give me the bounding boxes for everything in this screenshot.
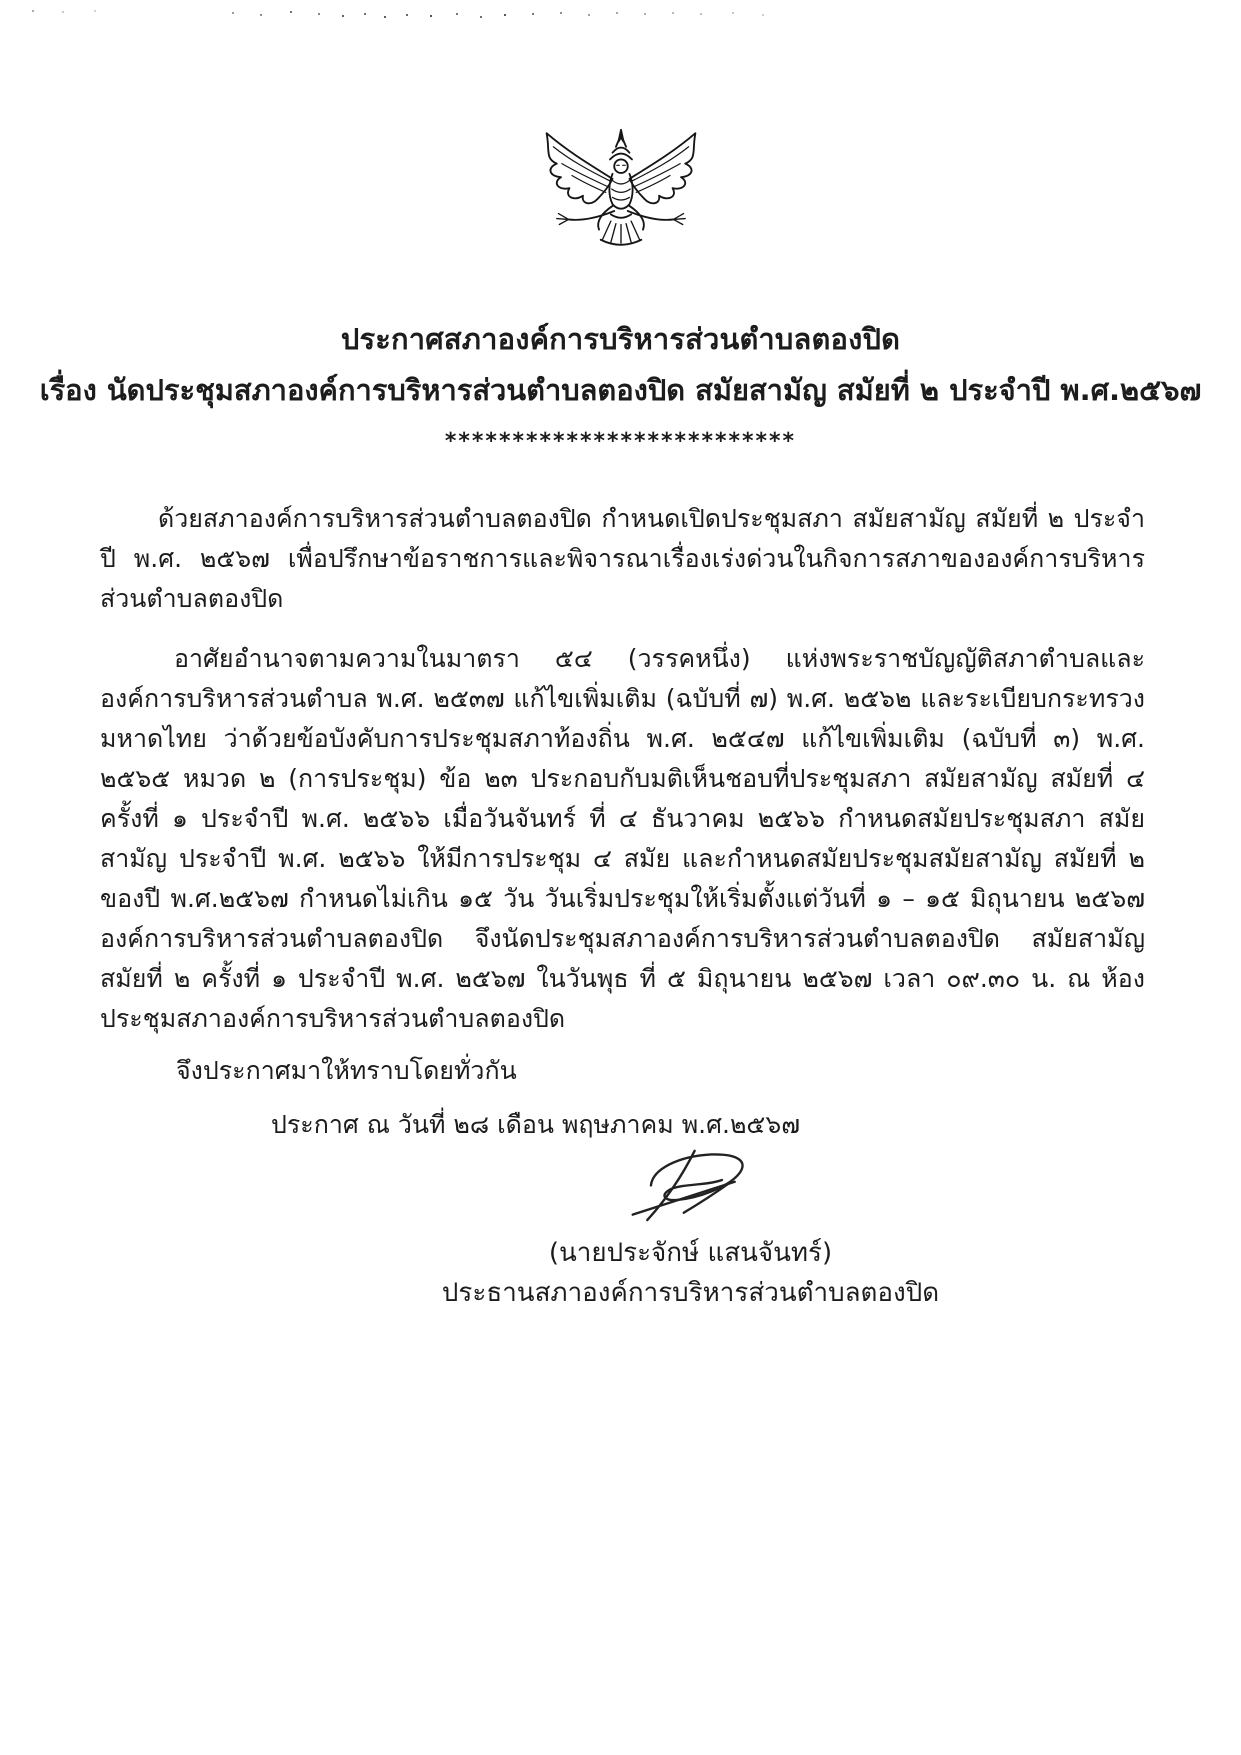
proclamation-date-line: ประกาศ ณ วันที่ ๒๘ เดือน พฤษภาคม พ.ศ.๒๕๖๗ bbox=[270, 1110, 801, 1139]
signer-title: ประธานสภาองค์การบริหารส่วนตำบลตองปิด bbox=[441, 1278, 940, 1308]
document-subject: เรื่อง นัดประชุมสภาองค์การบริหารส่วนตำบลตองปิด สมัยสามัญ สมัยที่ ๒ ประจำปี พ.ศ.๒๕๖๗ bbox=[39, 373, 1202, 407]
scanner-noise-speckles bbox=[32, 10, 34, 12]
paragraph-opening: ด้วยสภาองค์การบริหารส่วนตำบลตองปิด กำหนดเปิดประชุมสภา สมัยสามัญ สมัยที่ ๒ ประจำปี พ.ศ. ๒๕๖๗ เพื่อปรึกษาข้อราชการและพิจารณาเรื่องเร่งด่วนในกิจการสภาขององค์การบริหารส่วนตำบลตองปิด bbox=[100, 504, 1145, 613]
garuda-emblem bbox=[528, 118, 714, 303]
document-body bbox=[100, 499, 1145, 1091]
document-title: ประกาศสภาองค์การบริหารส่วนตำบลตองปิด bbox=[340, 322, 901, 356]
signature-block bbox=[411, 1149, 971, 1313]
paragraph-closing: จึงประกาศมาให้ทราบโดยทั่วกัน bbox=[176, 1056, 517, 1085]
asterisk-divider: ************************** bbox=[444, 429, 797, 454]
paragraph-authority: อาศัยอำนาจตามความในมาตรา ๕๔ (วรรคหนึ่ง) แห่งพระราชบัญญัติสภาตำบลและองค์การบริหารส่วนตำบล พ.ศ. ๒๕๓๗ แก้ไขเพิ่มเติม (ฉบับที่ ๗) พ.ศ. ๒๕๖๒ และระเบียบกระทรวงมหาดไทย ว่าด้วยข้อบังคับการประชุมสภาท้องถิ่น พ.ศ. ๒๕๔๗ แก้ไขเพิ่มเติม (ฉบับที่ ๓) พ.ศ. ๒๕๖๕ หมวด ๒ (การประชุม) ข้อ ๒๓ ประกอบกับมติเห็นชอบที่ประชุมสภา สมัยสามัญ สมัยที่ ๔ ครั้งที่ ๑ ประจำปี พ.ศ. ๒๕๖๖ เมื่อวันจันทร์ ที่ ๔ ธันวาคม ๒๕๖๖ กำหนดสมัยประชุมสภา สมัยสามัญ ประจำปี พ.ศ. ๒๕๖๖ ให้มีการประชุม ๔ สมัย และกำหนดสมัยประชุมสมัยสามัญ สมัยที่ ๒ ของปี พ.ศ.๒๕๖๗ กำหนดไม่เกิน ๑๕ วัน วันเริ่มประชุมให้เริ่มตั้งแต่วันที่ ๑ – ๑๕ มิถุนายน ๒๕๖๗ องค์การบริหารส่วนตำบลตองปิด จึงนัดประชุมสภาองค์การบริหารส่วนตำบลตองปิด สมัยสามัญ สมัยที่ ๒ ครั้งที่ ๑ ประจำปี พ.ศ. ๒๕๖๗ ในวันพุธ ที่ ๕ มิถุนายน ๒๕๖๗ เวลา ๐๙.๓๐ น. ณ ห้องประชุมสภาองค์การบริหารส่วนตำบลตองปิด bbox=[100, 644, 1145, 1033]
signature-scribble-icon bbox=[596, 1149, 786, 1231]
garuda-emblem-icon bbox=[528, 125, 714, 297]
signer-name: (นายประจักษ์ แสนจันทร์) bbox=[548, 1238, 833, 1268]
